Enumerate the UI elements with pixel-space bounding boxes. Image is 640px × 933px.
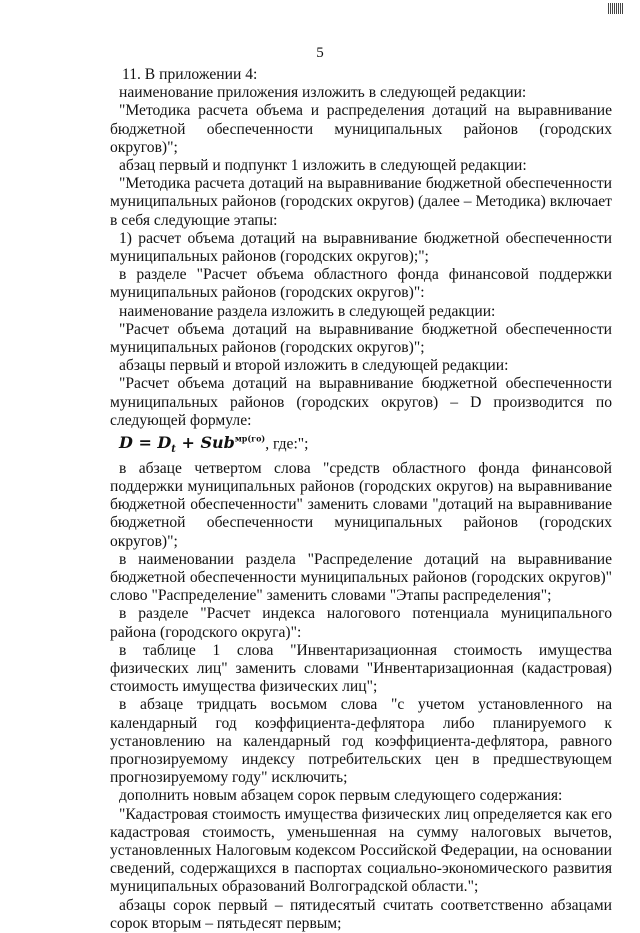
paragraph: "Расчет объема дотаций на выравнивание бюджетной обеспеченности муниципальных районов (городских округов) – D производится по следующей формуле: (110, 375, 612, 429)
paragraph: "Расчет объема дотаций на выравнивание бюджетной обеспеченности муниципальных районов (городских округов)"; (110, 320, 612, 357)
formula (119, 433, 266, 456)
formula-subscript: t (171, 444, 176, 456)
paragraph: абзацы сорок первый – пятидесятый считать соответственно абзацами сорок вторым – пятьдесят первым; (110, 896, 612, 932)
formula-superscript: мр(го) (234, 434, 266, 445)
formula-plus: + Sub (175, 433, 235, 453)
paragraph: "Методика расчета объема и распределения дотаций на выравнивание бюджетной обеспеченности муниципальных районов (городских округов)"; (110, 102, 612, 156)
paragraph: дополнить новым абзацем сорок первым следующего содержания: (119, 787, 563, 805)
formula-line (110, 430, 612, 460)
formula-lhs: D = D (119, 433, 172, 453)
paragraph: в абзаце четвертом слова "средств областного фонда финансовой поддержки муниципальных районов (городских округов) на выравнивание бюджетной обеспеченности" заменить словами "дотаций на выравнивание бюджетной обеспеченности муниципальных районов (городских округов)"; (110, 459, 612, 550)
paragraph: абзацы первый и второй изложить в следующей редакции: (119, 357, 509, 375)
paragraph: в разделе "Расчет объема областного фонда финансовой поддержки муниципальных районов (городских округов)": (110, 266, 612, 302)
paragraph: "Кадастровая стоимость имущества физических лиц определяется как его кадастровая стоимость, уменьшенная на сумму налоговых вычетов, установленных Налоговым кодексом Российской Федерации, на основании сведений, содержащихся в паспортах социально-экономического развития муниципальных образований Волгоградской области."; (110, 805, 612, 896)
paragraph: в разделе "Расчет индекса налогового потенциала муниципального района (городского округа)": (110, 605, 612, 641)
paragraph: в таблице 1 слова "Инвентаризационная стоимость имущества физических лиц" заменить словами "Инвентаризационная (кадастровая) стоимость имущества физических лиц"; (110, 641, 612, 696)
paragraph: "Методика расчета дотаций на выравнивание бюджетной обеспеченности муниципальных районов (городских округов) (далее – Методика) включает в себя следующие этапы: (110, 175, 612, 229)
paragraph: 11. В приложении 4: (122, 66, 258, 83)
paragraph: наименование раздела изложить в следующей редакции: (119, 302, 496, 320)
document-body (110, 66, 612, 933)
scan-mark (608, 2, 634, 14)
formula-tail: , где:"; (265, 435, 309, 453)
paragraph: в абзаце тридцать восьмом слова "с учетом установленного на календарный год коэффициента-дефлятора либо планируемого к установлению на календарный год коэффициента-дефлятора, равного прогнозируемому индексу потребительских цен в предшествующем прогнозируемому году" исключить; (110, 696, 612, 787)
paragraph: абзац первый и подпункт 1 изложить в следующей редакции: (119, 157, 527, 175)
paragraph: в наименовании раздела "Распределение дотаций на выравнивание бюджетной обеспеченности муниципальных районов (городских округов)" слово "Распределение" заменить словами "Этапы распределения"; (110, 550, 612, 605)
page-number: 5 (316, 45, 324, 61)
paragraph: наименование приложения изложить в следующей редакции: (119, 84, 527, 102)
paragraph: 1) расчет объема дотаций на выравнивание бюджетной обеспеченности муниципальных районов (городских округов);"; (110, 229, 612, 266)
